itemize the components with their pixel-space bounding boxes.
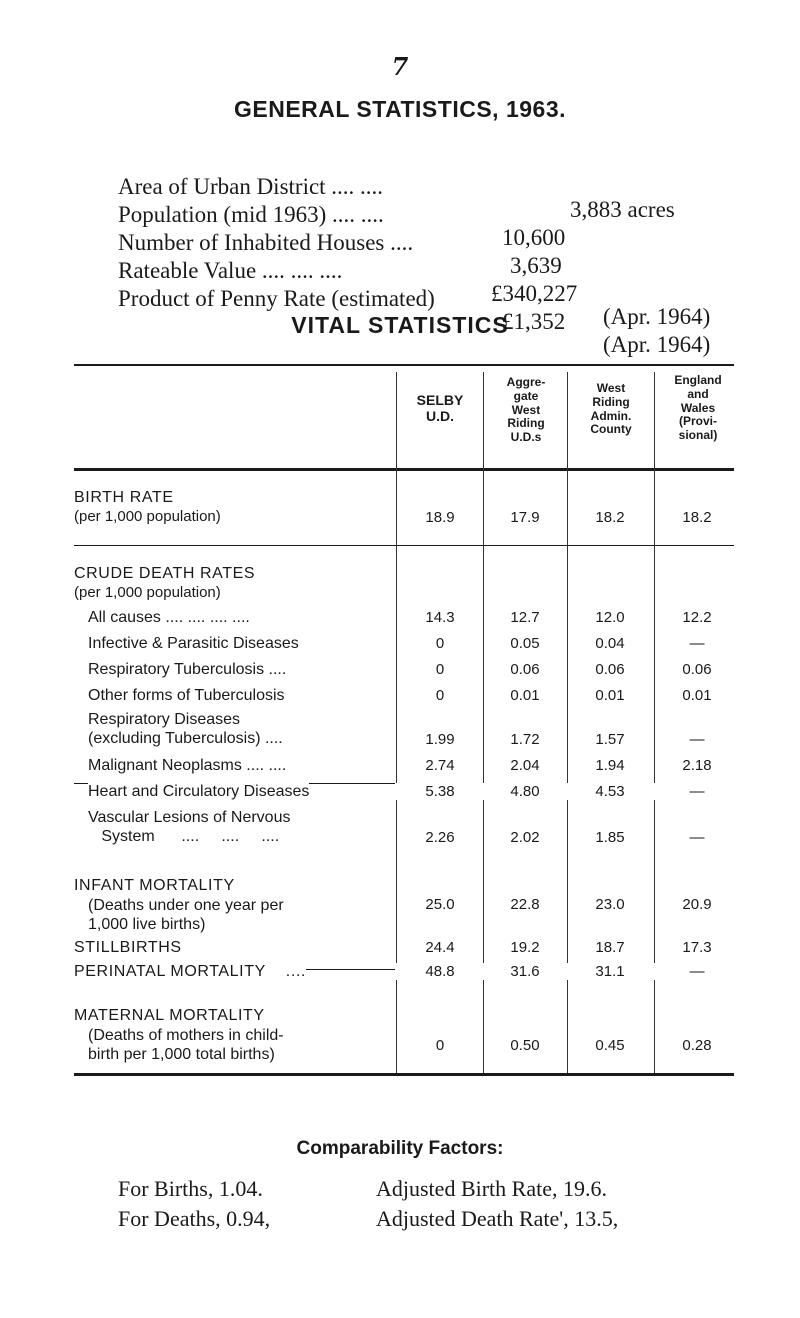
death-rates-heading: CRUDE DEATH RATES [74, 565, 256, 582]
stat-value: £340,227 [491, 281, 578, 306]
stat-note: (Apr. 1964) [603, 304, 711, 329]
death-rates-sub: (per 1,000 population) [74, 584, 221, 601]
birth-rate-england: 18.2 [682, 509, 712, 526]
maternal-mortality-heading: MATERNAL MORTALITY [74, 1007, 265, 1024]
infant-value: 22.8 [510, 896, 540, 913]
death-value: 0.06 [682, 661, 712, 678]
death-value: 0.06 [510, 661, 540, 678]
death-value: 0.06 [595, 661, 625, 678]
table-bottom-rule [74, 1073, 734, 1076]
death-value: — [689, 731, 705, 748]
column-header-england-wales: England and Wales (Provi- sional) [674, 373, 722, 443]
birth-rate-sub: (per 1,000 population) [74, 508, 221, 525]
perinatal-value: 31.6 [480, 963, 570, 980]
death-value: 1.99 [425, 731, 455, 748]
table-top-rule [74, 364, 734, 366]
stat-value: 3,639 [510, 253, 562, 278]
stat-value: £1,352 [502, 309, 566, 334]
infant-mortality-sub: (Deaths under one year per 1,000 live births) [88, 897, 284, 934]
death-value: 1.72 [510, 731, 540, 748]
stillbirth-value: 24.4 [425, 939, 455, 956]
birth-rate-heading: BIRTH RATE [74, 489, 174, 506]
death-value: 0.05 [510, 635, 540, 652]
perinatal-value: — [652, 963, 742, 980]
death-row-label: Malignant Neoplasms .... .... [88, 757, 287, 774]
section-rule [74, 545, 734, 546]
table-header-rule [74, 468, 734, 471]
stillbirth-value: 17.3 [682, 939, 712, 956]
death-value: 1.94 [595, 757, 625, 774]
stat-label: Area of Urban District .... .... [118, 174, 384, 199]
death-value: 12.0 [595, 609, 625, 626]
death-value: 0.01 [510, 687, 540, 704]
stat-value: 10,600 [502, 225, 566, 250]
death-value: 5.38 [395, 783, 485, 800]
stat-note: (Apr. 1964) [603, 332, 711, 357]
death-value: 1.85 [595, 829, 625, 846]
death-value: 0.01 [595, 687, 625, 704]
column-header-aggregate-west-riding: Aggre- gate West Riding U.D.s [506, 375, 546, 445]
stillbirth-value: 19.2 [510, 939, 540, 956]
death-value: 1.57 [595, 731, 625, 748]
death-value: 12.2 [682, 609, 712, 626]
birth-rate-county: 18.2 [595, 509, 625, 526]
death-row-label: Other forms of Tuberculosis [88, 687, 285, 704]
perinatal-value: 48.8 [395, 963, 485, 980]
death-row-label: Infective & Parasitic Diseases [88, 635, 299, 652]
comparability-title: Comparability Factors: [296, 1138, 504, 1159]
death-value: 0 [435, 661, 445, 678]
death-value: 0.01 [682, 687, 712, 704]
births-adjusted: Adjusted Birth Rate, 19.6. [376, 1176, 607, 1201]
stat-label: Number of Inhabited Houses .... [118, 230, 414, 255]
death-value: 4.80 [480, 783, 570, 800]
general-statistics-title: GENERAL STATISTICS, 1963. [233, 96, 567, 122]
death-row-label: Vascular Lesions of Nervous System .... .... .... [88, 809, 291, 846]
death-value: 4.53 [565, 783, 655, 800]
death-value: — [689, 829, 705, 846]
death-value: 2.02 [510, 829, 540, 846]
death-value: 0 [435, 635, 445, 652]
perinatal-heading: PERINATAL MORTALITY .... [74, 962, 306, 983]
death-value: 2.04 [510, 757, 540, 774]
death-value: — [689, 635, 705, 652]
death-value: 2.74 [425, 757, 455, 774]
stillbirth-value: 18.7 [595, 939, 625, 956]
maternal-value: 0.28 [682, 1037, 712, 1054]
perinatal-value: 31.1 [565, 963, 655, 980]
maternal-value: 0 [435, 1037, 445, 1054]
death-row-label: Respiratory Tuberculosis .... [88, 661, 287, 678]
vital-statistics-table [0, 364, 800, 1124]
death-row-label: Heart and Circulatory Diseases [88, 783, 310, 800]
stat-label: Population (mid 1963) .... .... [118, 202, 384, 227]
infant-mortality-heading: INFANT MORTALITY [74, 877, 235, 894]
vital-statistics-title: VITAL STATISTICS [291, 312, 509, 338]
stat-value: 3,883 acres [570, 197, 675, 222]
column-header-selby: SELBY U.D. [416, 392, 464, 425]
birth-rate-aggregate: 17.9 [510, 509, 540, 526]
infant-value: 20.9 [682, 896, 712, 913]
maternal-value: 0.45 [595, 1037, 625, 1054]
deaths-adjusted: Adjusted Death Rate', 13.5, [376, 1206, 619, 1231]
death-row-label: Respiratory Diseases (excluding Tuberculosis) .... [88, 711, 283, 748]
death-value: 2.18 [682, 757, 712, 774]
stillbirths-heading: STILLBIRTHS [74, 939, 182, 956]
maternal-value: 0.50 [510, 1037, 540, 1054]
births-factor: For Births, 1.04. [118, 1176, 263, 1201]
death-value: 2.26 [425, 829, 455, 846]
column-header-west-riding-county: West Riding Admin. County [590, 381, 632, 437]
maternal-mortality-sub: (Deaths of mothers in child- birth per 1,000 total births) [88, 1027, 284, 1064]
death-value: 0 [435, 687, 445, 704]
stat-label: Product of Penny Rate (estimated) [118, 286, 435, 311]
infant-value: 23.0 [595, 896, 625, 913]
page-number: 7 [391, 52, 409, 81]
death-value: 0.04 [595, 635, 625, 652]
birth-rate-selby: 18.9 [425, 509, 455, 526]
infant-value: 25.0 [425, 896, 455, 913]
death-row-label: All causes .... .... .... .... [88, 609, 250, 626]
death-value: 12.7 [510, 609, 540, 626]
death-value: 14.3 [425, 609, 455, 626]
stat-label: Rateable Value .... .... .... [118, 258, 343, 283]
deaths-factor: For Deaths, 0.94, [118, 1206, 271, 1231]
death-value: — [652, 783, 742, 800]
